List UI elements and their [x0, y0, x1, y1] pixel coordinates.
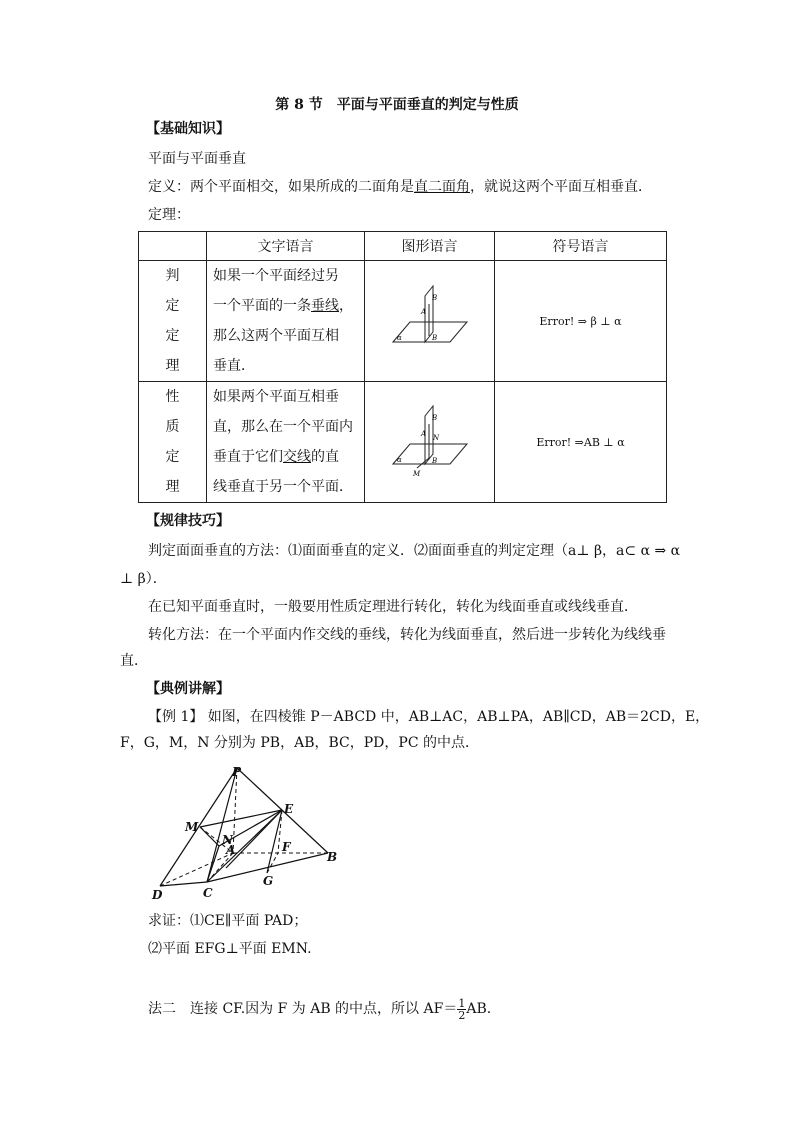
fig-label-a: A [420, 430, 426, 438]
method-two-line [148, 996, 491, 1022]
fig-label-n: N [432, 434, 439, 442]
fig-label-a: A [420, 308, 426, 316]
fraction-one-half [457, 998, 466, 1021]
example-line1: 【例 1】 如图，在四棱锥 P－ABCD 中，AB⊥AC，AB⊥PA，AB∥CD，AB＝2CD，E， [148, 709, 710, 725]
basic-subtitle: 平面与平面垂直 [148, 151, 246, 167]
rules-p1-line1: 判定面面垂直的方法：⑴面面垂直的定义．⑵面面垂直的判定定理（a⊥ β，a⊂ α ⇒ α [148, 543, 681, 559]
row-label-char: 性 [165, 389, 180, 405]
plane-perpendicular-diagram [385, 284, 475, 354]
row-label-judgement [139, 261, 207, 382]
method-suffix: AB. [466, 1001, 492, 1017]
fig-label-m: M [412, 470, 420, 478]
row-text-line: 直，那么在一个平面内 [213, 419, 353, 435]
fraction-numerator: 1 [458, 996, 466, 1010]
symbol-judgement [495, 261, 667, 382]
point-label-p: P [232, 765, 242, 779]
prove-part2: ⑵平面 EFG⊥平面 EMN. [148, 941, 312, 957]
rules-p3-line1: 转化方法：在一个平面内作交线的垂线，转化为线面垂直，然后进一步转化为线线垂 [148, 627, 666, 643]
rules-p3-line2: 直． [120, 653, 148, 669]
theorem-table [138, 231, 667, 503]
table-header-cell: 符号语言 [495, 232, 667, 261]
definition-prefix: 定义：两个平面相交，如果所成的二面角是 [148, 179, 414, 195]
pyramid-figure [148, 758, 348, 904]
table-row [139, 382, 667, 503]
table-header-cell: 图形语言 [365, 232, 495, 261]
point-label-n: N [222, 833, 233, 847]
definition-suffix: ，就说这两个平面互相垂直． [470, 179, 652, 195]
plane-perpendicular-diagram [385, 402, 475, 478]
symbol-text: Error! ⇒AB ⊥ α [536, 435, 625, 449]
figure-judgement [365, 261, 495, 382]
fig-label-b: B [431, 294, 437, 302]
row-text-line: 那么这两个平面互相 [213, 328, 339, 344]
prove-part1: 求证：⑴CE∥平面 PAD； [148, 913, 308, 929]
method-prefix: 法二 连接 CF.因为 F 为 AB 的中点，所以 AF＝ [148, 1001, 458, 1017]
row-text-line: 垂直． [213, 358, 255, 374]
row-text-span: 垂直于它们 [213, 449, 283, 465]
fig-label-alpha: α [396, 334, 402, 342]
row-text-property [207, 382, 365, 503]
point-label-f: F [282, 840, 291, 854]
point-label-e: E [284, 802, 294, 816]
point-label-c: C [203, 886, 213, 900]
row-label-char: 质 [165, 419, 180, 435]
fig-label-b: B [431, 414, 437, 422]
fraction-denominator: 2 [458, 1008, 466, 1022]
row-text-judgement [207, 261, 365, 382]
table-header-cell [139, 232, 207, 261]
point-label-b: B [327, 850, 338, 864]
section-rules-heading: 【规律技巧】 [146, 513, 230, 529]
row-label-property [139, 382, 207, 503]
row-text-underlined: 交线 [283, 449, 311, 465]
row-text-line: 如果一个平面经过另 [213, 268, 339, 284]
row-label-char: 判 [165, 268, 180, 284]
row-label-char: 定 [165, 449, 180, 465]
rules-p2: 在已知平面垂直时，一般要用性质定理进行转化，转化为线面垂直或线线垂直． [148, 599, 638, 615]
section-basic-heading: 【基础知识】 [146, 121, 230, 137]
table-row [139, 261, 667, 382]
row-text-span: 的直 [311, 449, 339, 465]
table-header-row [139, 232, 667, 261]
symbol-property [495, 382, 667, 503]
point-label-d: D [152, 888, 163, 902]
row-label-char: 理 [165, 358, 180, 374]
example-line2: F，G，M，N 分别为 PB，AB，BC，PD，PC 的中点． [120, 735, 479, 751]
table-header-cell: 文字语言 [207, 232, 365, 261]
section-examples-heading: 【典例讲解】 [146, 681, 230, 697]
row-text-line: 线垂直于另一个平面． [213, 479, 353, 495]
point-label-a: A [226, 843, 236, 857]
row-text-span: 一个平面的一条 [213, 298, 311, 314]
row-text-underlined: 垂线 [311, 298, 339, 314]
row-text-line [213, 442, 362, 472]
fig-label-b2: B [431, 457, 437, 465]
row-label-char: 定 [165, 328, 180, 344]
figure-property [365, 382, 495, 503]
row-text-span: ， [339, 298, 353, 314]
rules-p1-line2: ⊥ β）． [120, 571, 167, 587]
definition-underlined: 直二面角 [414, 179, 470, 195]
row-text-line [213, 291, 362, 321]
symbol-text: Error! ⇒ β ⊥ α [539, 314, 622, 328]
theorem-label: 定理： [148, 207, 190, 223]
point-label-g: G [263, 874, 274, 888]
definition-text [148, 174, 652, 200]
page-title: 第 8 节 平面与平面垂直的判定与性质 [275, 97, 519, 113]
point-label-m: M [185, 820, 199, 834]
fig-label-alpha: α [396, 456, 402, 464]
fig-label-b2: B [431, 334, 437, 342]
row-label-char: 理 [165, 479, 180, 495]
row-text-line: 如果两个平面互相垂 [213, 389, 339, 405]
row-label-char: 定 [165, 298, 180, 314]
